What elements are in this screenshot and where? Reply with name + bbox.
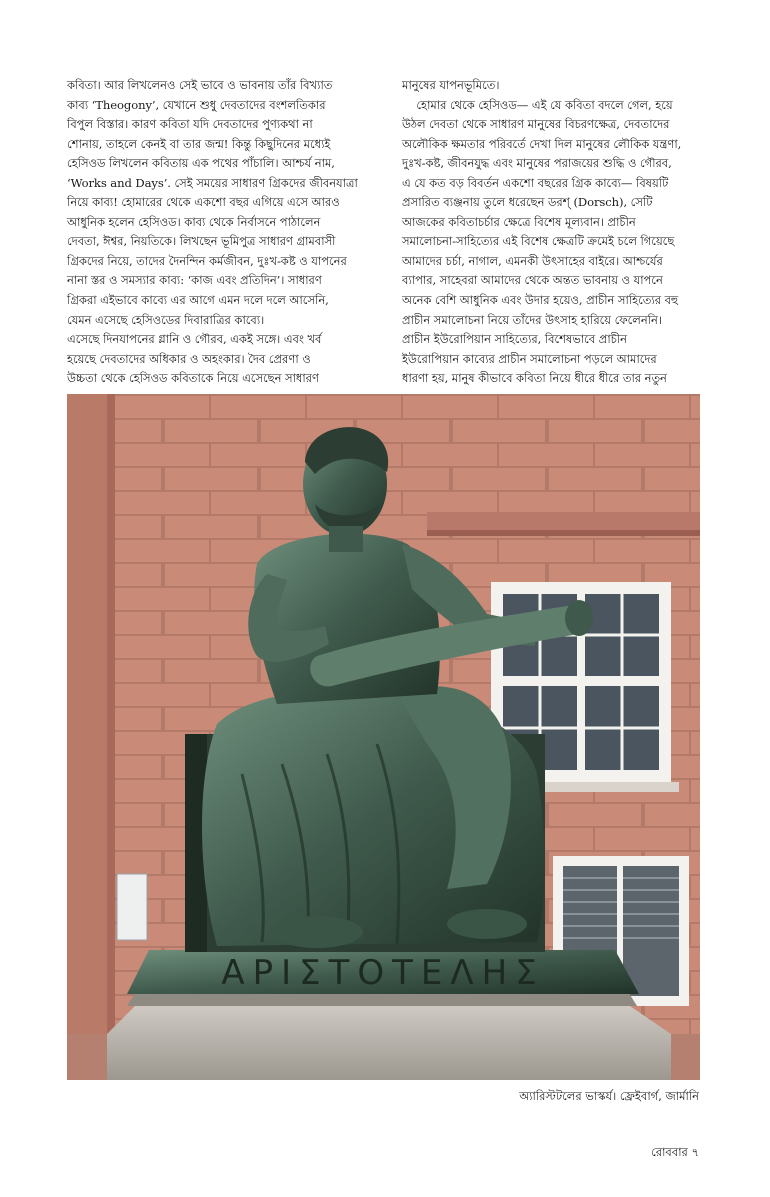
text-line: উঠল দেবতা থেকে সাধারণ মানুষের বিচরণক্ষেত্র, দেবতাদের	[402, 117, 670, 132]
text-line: আমাদের চর্চা, নাগাল, এমনকী উৎসাহের বাইরে। আশ্চর্যের	[402, 253, 663, 268]
text-line: হেসিওড লিখলেন কবিতায় এক পথের পাঁচালি। আশ্চর্য নাম,	[67, 156, 335, 171]
granite-plinth	[107, 1004, 671, 1080]
text-line: যেমন এসেছে হেসিওডের দিবারাত্রির কাব্যে।	[67, 312, 265, 327]
text-line: মানুষের যাপনভূমিতে।	[402, 78, 500, 92]
text-line: সমালোচনা-সাহিত্যের এই বিশেষ ক্ষেত্রটি ক্রমেই চলে গিয়েছে	[402, 234, 675, 249]
text-line: ‘Works and Days’. সেই সময়ের সাধারণ গ্রিকদের জীবনযাত্রা	[67, 175, 358, 190]
text-line: প্রাচীন ইউরোপিয়ান সাহিত্যের, বিশেষভাবে প্রাচীন	[402, 332, 627, 347]
text-line: ধারণা হয়, মানুষ কীভাবে কবিতা নিয়ে ধীরে ধীরে তার নতুন	[402, 371, 667, 386]
text-line: হয়েছে দেবতাদের অধিকার ও অহংকার। দৈব প্রেরণা ও	[67, 351, 311, 366]
text-line: আধুনিক হলেন হেসিওড। কাব্য থেকে নির্বাসনে পাঠালেন	[67, 214, 321, 229]
text-line: প্রসারিত ব্যঞ্জনায় তুলে ধরেছেন ডরশ্‌ (Dorsch), সেটি	[402, 195, 653, 210]
aristotle-statue-photo	[67, 394, 700, 1080]
text-line: ব্যাপার, সাহেবরা আমাদের থেকে অন্তত ভাবনায় ও যাপনে	[402, 273, 663, 288]
text-line: অলৌকিক ক্ষমতার পরিবর্তে দেখা দিল মানুষের লৌকিক যন্ত্রণা,	[402, 136, 682, 151]
text-line: কাব্য ‘Theogony’, যেখানে শুধু দেবতাদের বংশলতিকার	[67, 97, 326, 112]
text-line: নিয়ে কাব্য! হোমারের থেকে একশো বছর এগিয়ে এসে আরও	[67, 195, 340, 210]
statue-foot	[271, 916, 363, 948]
text-line: নানা স্তর ও সমস্যার কাব্য: ‘কাজ এবং প্রতিদিন’। সাধারণ	[67, 273, 322, 288]
left-text-column	[67, 76, 389, 389]
text-line: কবিতা। আর লিখলেনও সেই ভাবে ও ভাবনায় তাঁর বিখ্যাত	[67, 78, 333, 92]
text-line: হোমার থেকে হেসিওড— এই যে কবিতা বদলে গেল, হয়ে	[402, 97, 673, 112]
info-plaque	[117, 874, 147, 940]
statue-inscription: ΑΡΙΣΤΟΤΕΛΗΣ	[221, 953, 545, 993]
text-line: গ্রিকদের নিয়ে, তাদের দৈনন্দিন কর্মজীবন, দুঃখ-কষ্ট ও যাপনের	[67, 253, 347, 268]
text-line: দুঃখ-কষ্ট, জীবনযুদ্ধ এবং মানুষের পরাজয়ের শুদ্ধি ও গৌরব,	[402, 156, 672, 171]
text-line: এসেছে দিনযাপনের গ্লানি ও গৌরব, একই সঙ্গে। এবং খর্ব	[67, 332, 322, 347]
text-line: বিপুল বিস্তার। কারণ কবিতা যদি দেবতাদের পুণ্যকথা না	[67, 117, 313, 132]
text-line: শোনায়, তাহলে কেনই বা তার জন্ম! কিন্তু কিছুদিনের মধ্যেই	[67, 136, 331, 151]
text-line: অনেক বেশি আধুনিক এবং উদার হয়েও, প্রাচীন সাহিত্যের বহু	[402, 293, 679, 308]
text-line: দেবতা, ঈশ্বর, নিয়তিকে। লিখছেন ভূমিপুত্র সাধারণ গ্রামবাসী	[67, 234, 336, 249]
text-line: গ্রিকরা এইভাবে কাব্যে এর আগে এমন দলে দলে আসেনি,	[67, 293, 329, 308]
text-line: আজকের কবিতাচর্চার ক্ষেত্রে বিশেষ মূল্যবান। প্রাচীন	[402, 214, 636, 229]
text-line: উচ্চতা থেকে হেসিওড কবিতাকে নিয়ে এসেছেন সাধারণ	[67, 371, 319, 386]
page-footer: রোববার ৭	[651, 1145, 699, 1159]
text-line: ইউরোপিয়ান কাব্যের প্রাচীন সমালোচনা পড়লে আমাদের	[402, 351, 657, 366]
window-ledge	[427, 512, 700, 530]
photo-caption: অ্যারিস্টটলের ভাস্কর্য। ফ্রেইবার্গ, জার্মানি	[519, 1089, 699, 1103]
text-line: এ যে কত বড় বিবর্তন একশো বছরের গ্রিক কাব্যে— বিষয়টি	[402, 175, 669, 190]
right-text-column	[402, 76, 702, 389]
text-line: প্রাচীন সমালোচনা নিয়ে তাঁদের উৎসাহ হারিয়ে ফেলেননি।	[402, 312, 662, 327]
